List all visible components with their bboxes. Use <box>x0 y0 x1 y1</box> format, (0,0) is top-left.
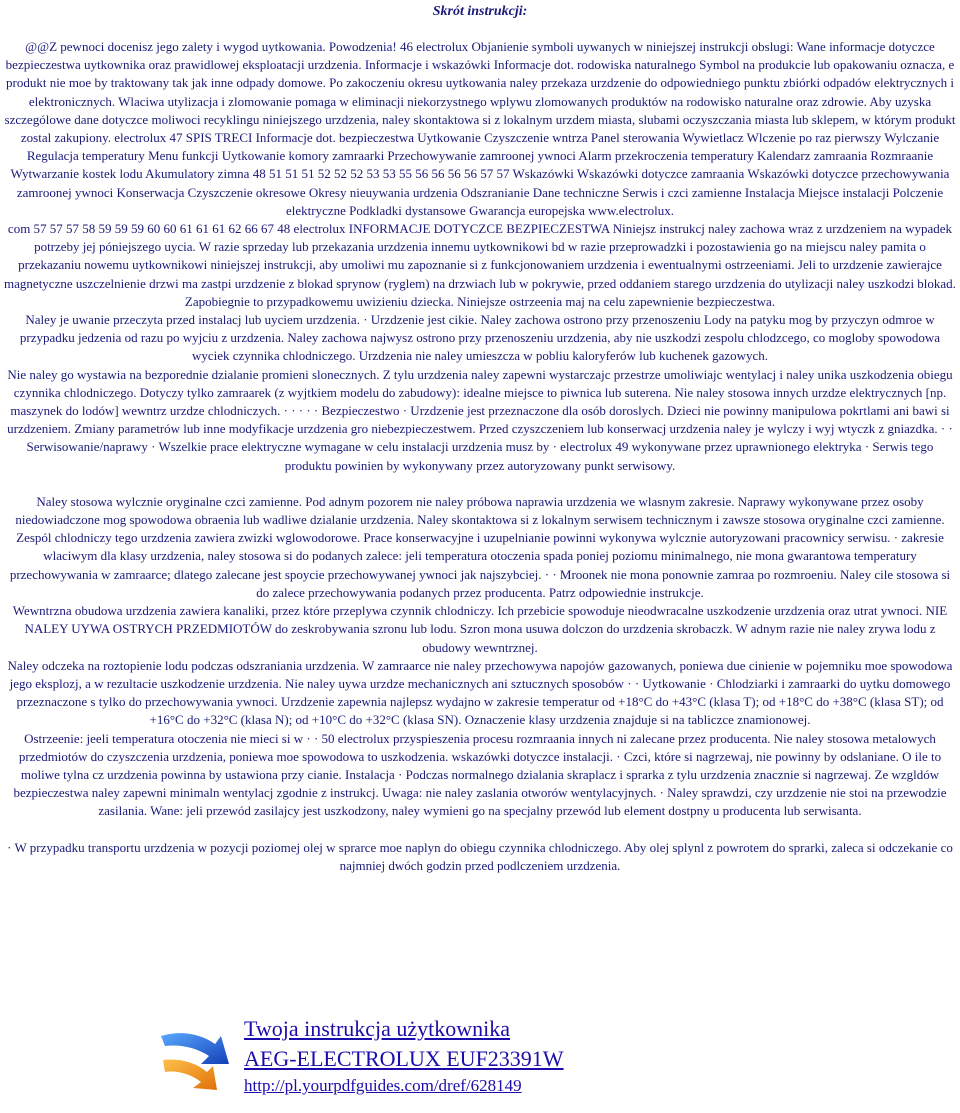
manual-url-link[interactable]: http://pl.yourpdfguides.com/dref/628149 <box>244 1076 522 1095</box>
spacer <box>2 821 958 839</box>
paragraph-inner-casing: Wewntrzna obudowa urzdzenia zawiera kanaliki, przez które przeplywa czynnik chlodniczy. Ich przebicie spowoduje nieodwracalne uszkodzenie urzdzenia oraz utrat ywnoci. NIE NALEY UYWA OSTRYCH PRZEDMIOTÓW do zeskrobywania szronu lub lodu. Szron mona usuwa dolczon do urzdzenia skrobaczk. W adnym razie nie naley zrywa lodu z obudowy wewntrznej. <box>12 603 948 655</box>
paragraph-defrosting: Naley odczeka na roztopienie lodu podczas odszraniania urzdzenia. W zamraarce nie naley przechowywa napojów gazowanych, poniewa due cinienie w pojemniku moe spowodowa jego eksplozj, a w rezultacie uszkodzenie urzdzenia. Nie naley uywa urzdze mechanicznych ani sztucznych sposobów · · Uytkowanie · Chlodziarki i zamraarki do uytku domowego przeznaczone s tylko do przechowywania ywnoci. Urzdzenie zapewnia najlepsz wydajno w zakresie temperatur od +18°C do +43°C (klasa T); od +18°C do +38°C (klasa ST); od +16°C do +32°C (klasa N); od +10°C do +32°C (klasa SN). Oznaczenie klasy urzdzenia znajduje si na tabliczce znamionowej. <box>7 657 953 728</box>
paragraph-safety-info: com 57 57 57 58 59 59 59 60 60 61 61 61 62 66 67 48 electrolux INFORMACJE DOTYCZCE BEZPIECZESTWA Niniejsz instrukcj naley zachowa wraz z urzdzeniem na wypadek potrzeby jej póniejszego uycia. W razie sprzeday lub przekazania urzdzenia innemu uytkownikowi bd w razie przeprowadzki i pozostawienia go na miejscu naley pamita o przekazaniu nowemu uytkownikowi niniejszej instrukcji, aby umoliwi mu zapoznanie si z funkcjonowaniem urzdzenia i ewentualnymi ostrzeeniami. Jeli to urzdzenie zawierajce magnetyczne uszczelnienie drzwi ma zastpi urzdzenie z blokad sprynow (ryglem) na drzwiach lub w pokrywie, przed oddaniem starego urzdzenia do utylizacji naley uszkodzi blokad. Zapobiegnie to przypadkowemu uwizieniu dziecka. Niniejsze ostrzeenia maj na celu zapewnienie bezpieczestwa. <box>4 221 956 309</box>
paragraph-intro: @@Z pewnoci docenisz jego zalety i wygod uytkowania. Powodzenia! 46 electrolux Objanienie symboli uywanych w niniejszej instrukcji obslugi: Wane informacje dotyczce bezpieczestwa uytkownika oraz prawidlowej eksploatacji urzdzenia. Informacje i wskazówki Informacje dot. rodowiska naturalnego Symbol na produkcie lub opakowaniu oznacza, e produkt nie moe by traktowany tak jak inne odpady domowe. Po zakoczeniu okresu uytkowania naley przekaza urzdzenie do odpowiedniego punktu zbiórki odpadów elektrycznych i elektronicznych. Wlaciwa utylizacja i zlomowanie pomaga w eliminacji niekorzystnego wplywu zlomowanych produktów na rodowisko naturalne oraz zdrowie. Aby uzyska szczególowe dane dotyczce moliwoci recyklingu niniejszego urzdzenia, naley skontaktowa si z lokalnym urzdem miasta, slubami oczyszczania miasta lub sklepem, w którym produkt zostal zakupiony. electrolux 47 SPIS TRECI Informacje dot. bezpieczestwa Uytkowanie Czyszczenie wntrza Panel sterowania Wywietlacz Wlczenie po raz pierwszy Wylczanie Regulacja temperatury Menu funkcji Uytkowanie komory zamraarki Przechowywanie zamroonej ywnoci Alarm przekroczenia temperatury Kalendarz zamraania Rozmraanie Wytwarzanie kostek lodu Akumulatory zimna 48 51 51 51 52 52 52 53 53 55 56 56 56 56 57 57 Wskazówki Wskazówki dotyczce zamraania Wskazówki dotyczce przechowywania zamroonej ywnoci Konserwacja Czyszczenie okresowe Okresy nieuywania urdzenia Odszranianie Dane techniczne Serwis i czci zamienne Instalacja Miejsce instalacji Polczenie elektryczne Podkladki dystansowe Gwarancja europejska www.electrolux. <box>4 39 956 218</box>
arrow-logo-icon <box>155 1016 237 1098</box>
page-title: Skrót instrukcji: <box>432 4 528 19</box>
footer <box>0 1010 960 1110</box>
product-model-link[interactable]: AEG-ELECTROLUX EUF23391W <box>244 1046 564 1071</box>
spacer <box>2 475 958 493</box>
footer-links <box>244 1014 564 1098</box>
user-manual-link[interactable]: Twoja instrukcja użytkownika <box>244 1016 511 1041</box>
paragraph-service: Naley stosowa wylcznie oryginalne czci zamienne. Pod adnym pozorem nie naley próbowa naprawia urzdzenia we wlasnym zakresie. Naprawy wykonywane przez osoby niedowiadczone mog spowodowa obraenia lub wadliwe dzialanie urzdzenia. Naley skontaktowa si z lokalnym serwisem technicznym i zawsze stosowa oryginalne czci zamienne. Zespól chlodniczy tego urzdzenia zawiera zwizki wglowodorowe. Prace konserwacyjne i uzupelnianie powinni wykonywa wylcznie autoryzowani pracownicy serwisu. · zakresie wlaciwym dla klasy urzdzenia, naley stosowa si do podanych zalece: jeli temperatura otoczenia spada poniej poziomu minimalnego, nie mona gwarantowa temperatury przechowywania w zamraarce; dlatego zalecane jest spoycie przechowywanej ywnoci jak najszybciej. · · Mroonek nie mona ponownie zamraa po rozmroeniu. Naley cile stosowa si do zalece przechowywania podanych przez producenta. Patrz odpowiednie instrukcje. <box>9 493 951 600</box>
manual-text <box>2 38 958 875</box>
paragraph-installation: Ostrzeenie: jeeli temperatura otoczenia nie mieci si w · · 50 electrolux przyspieszenia procesu rozmraania innych ni zalecane przez producenta. Nie naley stosowa metalowych przedmiotów do czyszczenia urzdzenia, poniewa moe spowodowa to uszkodzenia. wskazówki dotyczce instalacji. · Czci, które si nagrzewaj, nie powinny by odslaniane. O ile to moliwe tylna cz urzdzenia powinna by ustawiona przy cianie. Instalacja · Podczas normalnego dzialania skraplacz i sprarka z tylu urzdzenia znacznie si nagrzewaj. Ze wzgldów bezpieczestwa naley zapewni minimaln wentylacj zgodnie z instrukcj. Uwaga: nie naley zaslania otworów wentylacyjnych. · Naley sprawdzi, czy urzdzenie nie stoi na przewodzie zasilania. Wane: jeli przewód zasilajcy jest uszkodzony, naley wymieni go na specjalny przewód lub element dostpny u producenta lub serwisanta. <box>13 730 947 819</box>
paragraph-transport: · W przypadku transportu urzdzenia w pozycji poziomej olej w sprarce moe naplyn do obiegu czynnika chlodniczego. Aby olej splynl z powrotem do sprarki, zaleca si odczekanie co najmniej dwóch godzin przed podlczeniem urzdzenia. <box>7 839 953 873</box>
paragraph-installation-warnings: Naley je uwanie przeczyta przed instalacj lub uyciem urzdzenia. · Urzdzenie jest cikie. Naley zachowa ostrono przy przenoszeniu Lody na patyku mog by przyczyn odmroe w przypadku jedzenia od razu po wyjciu z urzdzenia. Naley zachowa najwysz ostrono przy przenoszeniu urzdzenia, aby nie uszkodzi zespolu chlodzcego, co mogloby spowodowa wyciek czynnika chlodniczego. Urzdzenia nie naley umieszcza w pobliu kaloryferów lub kuchenek gazowych. <box>19 312 941 364</box>
paragraph-safety: Nie naley go wystawia na bezporednie dzialanie promieni slonecznych. Z tylu urzdzenia naley zapewni wystarczajc przestrze umoliwiajc wentylacj i naley unika uszkodzenia obiegu czynnika chlodniczego. Dotyczy tylko zamraarek (z wyjtkiem modelu do zabudowy): idealne miejsce to piwnica lub suterena. Nie naley stosowa innych urzdze elektrycznych [np. maszynek do lodów] wewntrz urzdze chlodniczych. · · · · · Bezpieczestwo · Urzdzenie jest przeznaczone dla osób doroslych. Dzieci nie powinny manipulowa pokrtlami ani bawi si urzdzeniem. Zmiany parametrów lub inne modyfikacje urzdzenia gro niebezpieczestwem. Przed czyszczeniem lub konserwacj urzdzenia naley je wylczy i wyj wtyczk z gniazdka. · · Serwisowanie/naprawy · Wszelkie prace elektryczne wymagane w celu instalacji urzdzenia musz by · electrolux 49 wykonywane przez uprawnionego elektryka · Serwis tego produktu powinien by wykonywany przez autoryzowany punkt serwisowy. <box>7 366 953 473</box>
